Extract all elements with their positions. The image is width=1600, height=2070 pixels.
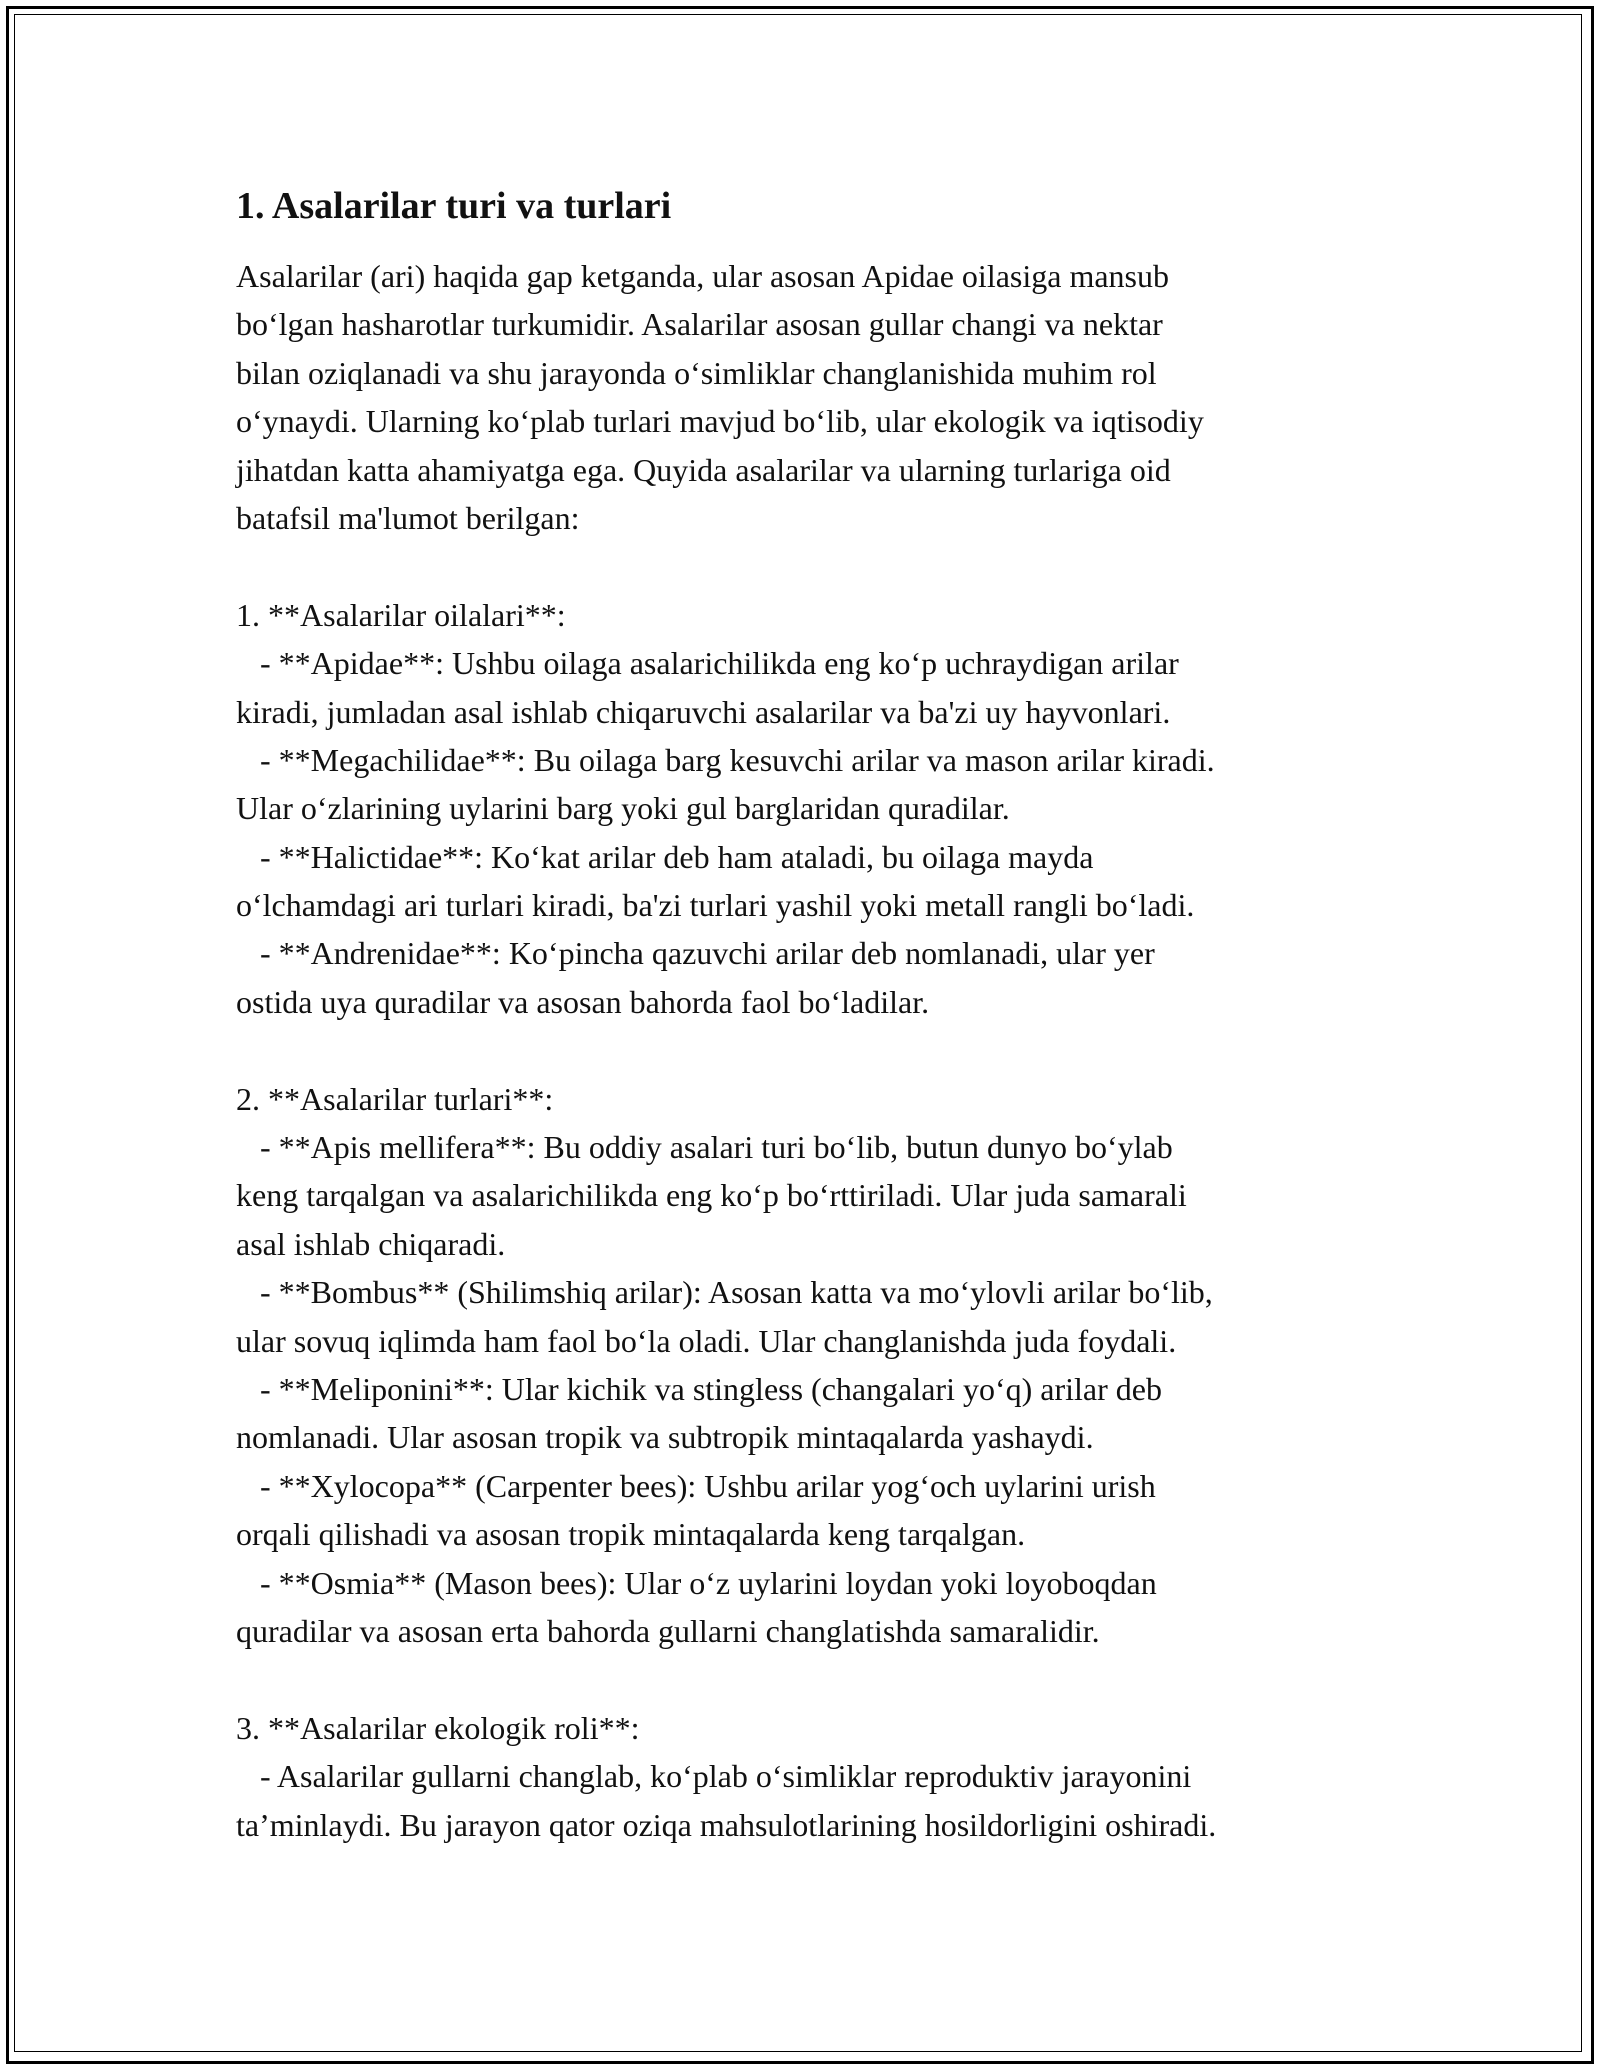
text-line: - Asalarilar gullarni changlab, ko‘plab o‘simliklar reproduktiv jarayonini xyxy=(236,1758,1192,1795)
blank-line xyxy=(236,1026,1376,1074)
text-line: - **Apis mellifera**: Bu oddiy asalari turi bo‘lib, butun dunyo bo‘ylab xyxy=(236,1129,1173,1166)
document-text xyxy=(236,252,1376,1849)
text-line: - **Xylocopa** (Carpenter bees): Ushbu arilar yog‘och uylarini urish xyxy=(236,1467,1156,1504)
text-line: 1. **Asalarilar oilalari**: xyxy=(236,596,566,633)
text-line: kiradi, jumladan asal ishlab chiqaruvchi asalarilar va ba'zi uy hayvonlari. xyxy=(236,693,1171,730)
text-line: orqali qilishadi va asosan tropik mintaqalarda keng tarqalgan. xyxy=(236,1516,1026,1553)
text-line: jihatdan katta ahamiyatga ega. Quyida asalarilar va ularning turlariga oid xyxy=(236,451,1171,488)
text-line: ta’minlaydi. Bu jarayon qator oziqa mahsulotlarining hosildorligini oshiradi. xyxy=(236,1806,1217,1843)
text-line: - **Andrenidae**: Ko‘pincha qazuvchi arilar deb nomlanadi, ular yer xyxy=(236,935,1155,972)
text-line: - **Meliponini**: Ular kichik va stingless (changalari yo‘q) arilar deb xyxy=(236,1370,1162,1407)
blank-line xyxy=(236,1655,1376,1703)
text-line: keng tarqalgan va asalarichilikda eng ko‘p bo‘rttiriladi. Ular juda samarali xyxy=(236,1177,1187,1214)
text-line: quradilar va asosan erta bahorda gullarni changlatishda samaralidir. xyxy=(236,1612,1100,1649)
text-line: Ular o‘zlarining uylarini barg yoki gul barglaridan quradilar. xyxy=(236,790,1010,827)
document-title: 1. Asalarilar turi va turlari xyxy=(236,185,672,227)
text-line: - **Apidae**: Ushbu oilaga asalarichilikda eng ko‘p uchraydigan arilar xyxy=(236,645,1179,682)
text-line: bilan oziqlanadi va shu jarayonda o‘simliklar changlanishida muhim rol xyxy=(236,354,1157,391)
text-line: nomlanadi. Ular asosan tropik va subtropik mintaqalarda yashaydi. xyxy=(236,1419,1094,1456)
text-line: o‘ynaydi. Ularning ko‘plab turlari mavjud bo‘lib, ular ekologik va iqtisodiy xyxy=(236,403,1204,440)
document-body xyxy=(236,182,1376,1849)
text-line: asal ishlab chiqaradi. xyxy=(236,1225,506,1262)
text-line: Asalarilar (ari) haqida gap ketganda, ular asosan Apidae oilasiga mansub xyxy=(236,258,1169,294)
text-line: batafsil ma'lumot berilgan: xyxy=(236,499,580,536)
text-line: - **Halictidae**: Ko‘kat arilar deb ham ataladi, bu oilaga mayda xyxy=(236,838,1094,875)
text-line: - **Megachilidae**: Bu oilaga barg kesuvchi arilar va mason arilar kiradi. xyxy=(236,741,1215,778)
blank-line xyxy=(236,542,1376,590)
text-line: bo‘lgan hasharotlar turkumidir. Asalarilar asosan gullar changi va nektar xyxy=(236,306,1163,343)
text-line: - **Osmia** (Mason bees): Ular o‘z uylarini loydan yoki loyoboqdan xyxy=(236,1564,1157,1601)
text-line: 2. **Asalarilar turlari**: xyxy=(236,1080,554,1117)
text-line: o‘lchamdagi ari turlari kiradi, ba'zi turlari yashil yoki metall rangli bo‘ladi. xyxy=(236,887,1195,924)
text-line: ostida uya quradilar va asosan bahorda faol bo‘ladilar. xyxy=(236,983,930,1020)
text-line: ular sovuq iqlimda ham faol bo‘la oladi. Ular changlanishda juda foydali. xyxy=(236,1322,1177,1359)
text-line: 3. **Asalarilar ekologik roli**: xyxy=(236,1709,640,1746)
text-line: - **Bombus** (Shilimshiq arilar): Asosan katta va mo‘ylovli arilar bo‘lib, xyxy=(236,1274,1213,1311)
